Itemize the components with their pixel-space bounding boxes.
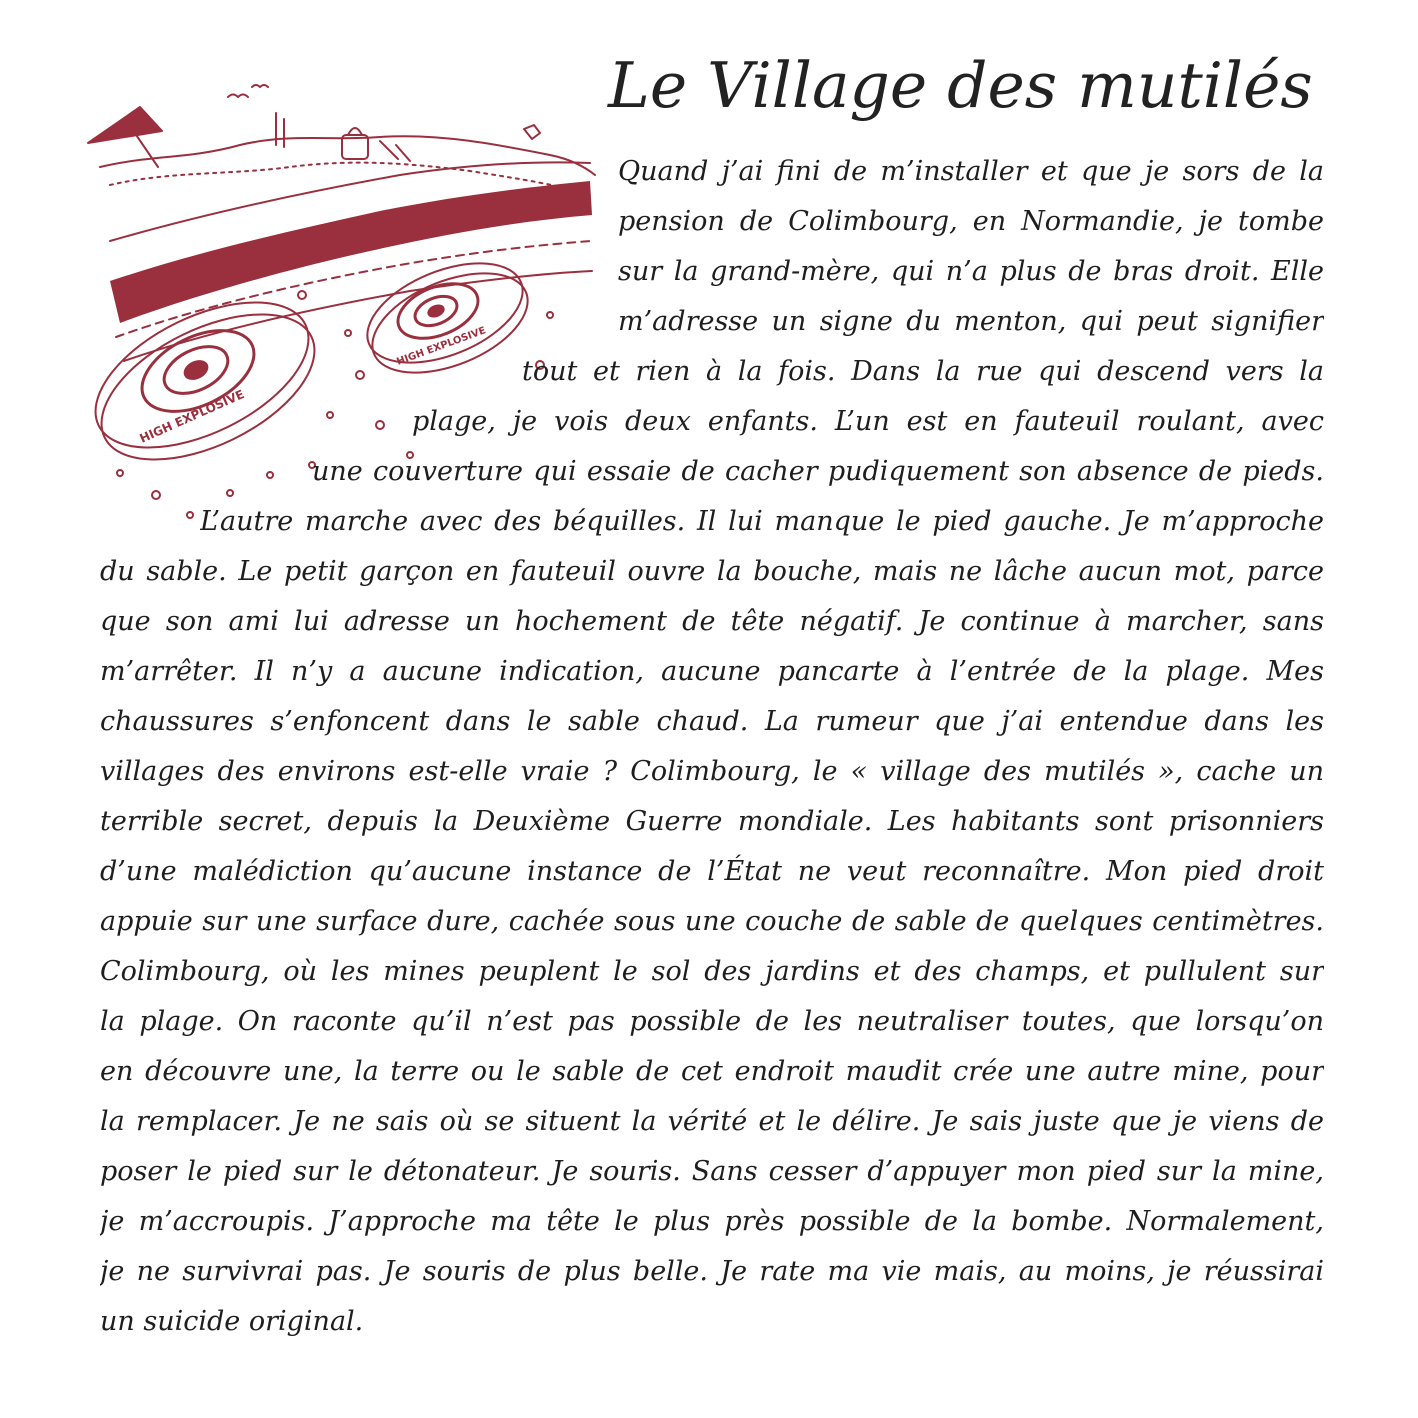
text-line: du sable. Le petit garçon en fauteuil ouvre la bouche, mais ne lâche aucun mot, parce <box>100 556 1324 587</box>
page-title: Le Village des mutilés <box>608 49 1313 122</box>
text-line: un suicide original. <box>100 1306 364 1337</box>
text-line: m’arrêter. Il n’y a aucune indication, aucune pancarte à l’entrée de la plage. Mes <box>100 656 1324 687</box>
text-line: appuie sur une surface dure, cachée sous une couche de sable de quelques centimètres. <box>100 906 1324 937</box>
text-line: d’une malédiction qu’aucune instance de l’État ne veut reconnaître. Mon pied droit <box>100 856 1324 887</box>
text-line: sur la grand-mère, qui n’a plus de bras droit. Elle <box>618 256 1324 287</box>
bird-icon <box>252 85 268 87</box>
text-line: la remplacer. Je ne sais où se situent la vérité et le délire. Je sais juste que je viens de <box>100 1106 1324 1137</box>
text-line: m’adresse un signe du menton, qui peut signifier <box>618 306 1324 337</box>
text-line: tout et rien à la fois. Dans la rue qui descend vers la <box>522 356 1324 387</box>
text-line: villages des environs est-elle vraie ? Colimbourg, le « village des mutilés », cache un <box>100 756 1324 787</box>
text-line: je ne survivrai pas. Je souris de plus belle. Je rate ma vie mais, au moins, je réussirai <box>100 1256 1324 1287</box>
text-line: terrible secret, depuis la Deuxième Guerre mondiale. Les habitants sont prisonniers <box>100 806 1324 837</box>
text-line: Quand j’ai fini de m’installer et que je sors de la <box>618 156 1324 187</box>
mine-label-left: HIGH EXPLOSIVE <box>137 387 247 446</box>
bird-icon <box>228 95 248 98</box>
text-line: je m’accroupis. J’approche ma tête le plus près possible de la bombe. Normalement, <box>100 1206 1324 1237</box>
text-line: que son ami lui adresse un hochement de tête négatif. Je continue à marcher, sans <box>100 606 1324 637</box>
parasol-icon <box>88 107 162 143</box>
text-line: L’autre marche avec des béquilles. Il lui manque le pied gauche. Je m’approche <box>200 506 1324 537</box>
mine-label-right: HIGH EXPLOSIVE <box>395 325 488 368</box>
text-line: poser le pied sur le détonateur. Je souris. Sans cesser d’appuyer mon pied sur la mine, <box>100 1156 1324 1187</box>
text-line: une couverture qui essaie de cacher pudiquement son absence de pieds. <box>312 456 1324 487</box>
text-line: en découvre une, la terre ou le sable de cet endroit maudit crée une autre mine, pour <box>100 1056 1324 1087</box>
text-line: chaussures s’enfoncent dans le sable chaud. La rumeur que j’ai entendue dans les <box>100 706 1324 737</box>
text-line: pension de Colimbourg, en Normandie, je tombe <box>618 206 1324 237</box>
text-line: Colimbourg, où les mines peuplent le sol des jardins et des champs, et pullulent sur <box>100 956 1324 987</box>
text-line: plage, je vois deux enfants. L’un est en fauteuil roulant, avec <box>412 406 1324 437</box>
text-line: la plage. On raconte qu’il n’est pas possible de les neutraliser toutes, que lorsqu’on <box>100 1006 1324 1037</box>
